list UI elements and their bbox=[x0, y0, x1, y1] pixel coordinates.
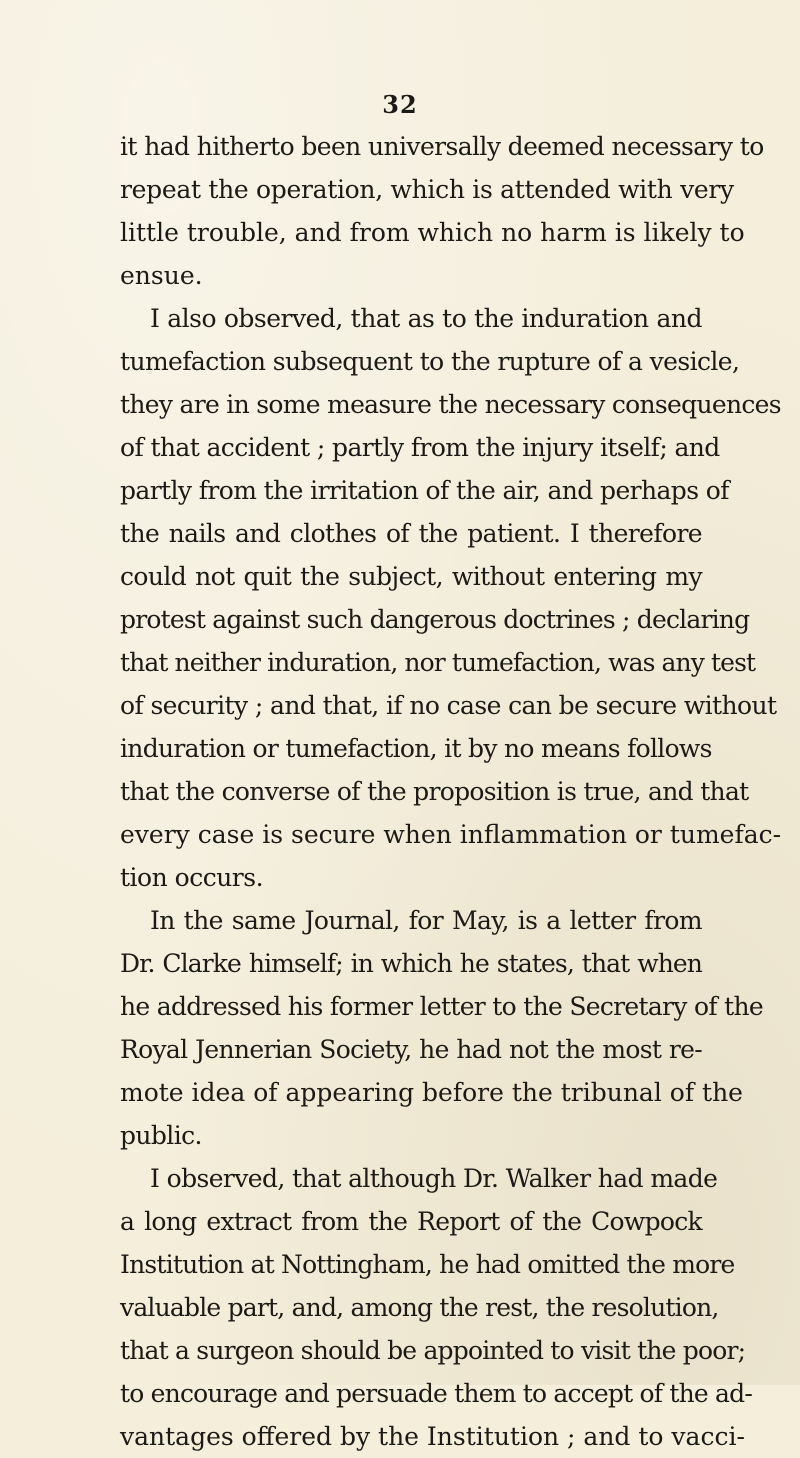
text-line: Institution at Nottingham, he had omitted the more bbox=[120, 1250, 735, 1279]
text-line: partly from the irritation of the air, and perhaps of bbox=[120, 476, 729, 505]
text-line: of security ; and that, if no case can be secure without bbox=[120, 691, 777, 720]
text-line: ensue. bbox=[120, 261, 203, 290]
paragraph-start-line: I observed, that although Dr. Walker had made bbox=[150, 1164, 718, 1193]
text-line: tumefaction subsequent to the rupture of a vesicle, bbox=[120, 347, 740, 376]
text-line: the nails and clothes of the patient. I therefore bbox=[120, 519, 702, 548]
text-line: it had hitherto been universally deemed necessary to bbox=[120, 132, 764, 161]
text-line: mote idea of appearing before the tribunal of the bbox=[120, 1078, 743, 1107]
text-line: valuable part, and, among the rest, the resolution, bbox=[120, 1293, 719, 1322]
text-line: he addressed his former letter to the Secretary of the bbox=[120, 992, 763, 1021]
text-line: induration or tumefaction, it by no means follows bbox=[120, 734, 712, 763]
text-line: of that accident ; partly from the injury itself; and bbox=[120, 433, 720, 462]
text-line: every case is secure when inflammation or tumefac- bbox=[120, 820, 782, 849]
text-line: they are in some measure the necessary consequences bbox=[120, 390, 781, 419]
body-text bbox=[120, 125, 782, 1458]
text-line: that a surgeon should be appointed to visit the poor; bbox=[120, 1336, 746, 1365]
text-line: to encourage and persuade them to accept of the ad- bbox=[120, 1379, 753, 1408]
text-line: that the converse of the proposition is true, and that bbox=[120, 777, 749, 806]
text-line: vantages offered by the Institution ; and to vacci- bbox=[120, 1422, 745, 1451]
text-line: little trouble, and from which no harm is likely to bbox=[120, 218, 745, 247]
text-line: Royal Jennerian Society, he had not the most re- bbox=[120, 1035, 702, 1064]
text-line: public. bbox=[120, 1121, 202, 1150]
text-line: could not quit the subject, without entering my bbox=[120, 562, 702, 591]
page-number: 32 bbox=[382, 90, 418, 119]
paragraph-start-line: I also observed, that as to the induration and bbox=[150, 304, 702, 333]
text-line: that neither induration, nor tumefaction, was any test bbox=[120, 648, 756, 677]
paragraph-start-line: In the same Journal, for May, is a letter from bbox=[150, 906, 702, 935]
text-line: repeat the operation, which is attended with very bbox=[120, 175, 734, 204]
text-line: tion occurs. bbox=[120, 863, 264, 892]
text-line: a long extract from the Report of the Cowpock bbox=[120, 1207, 702, 1236]
text-line: Dr. Clarke himself; in which he states, that when bbox=[120, 949, 702, 978]
text-line: protest against such dangerous doctrines ; declaring bbox=[120, 605, 750, 634]
